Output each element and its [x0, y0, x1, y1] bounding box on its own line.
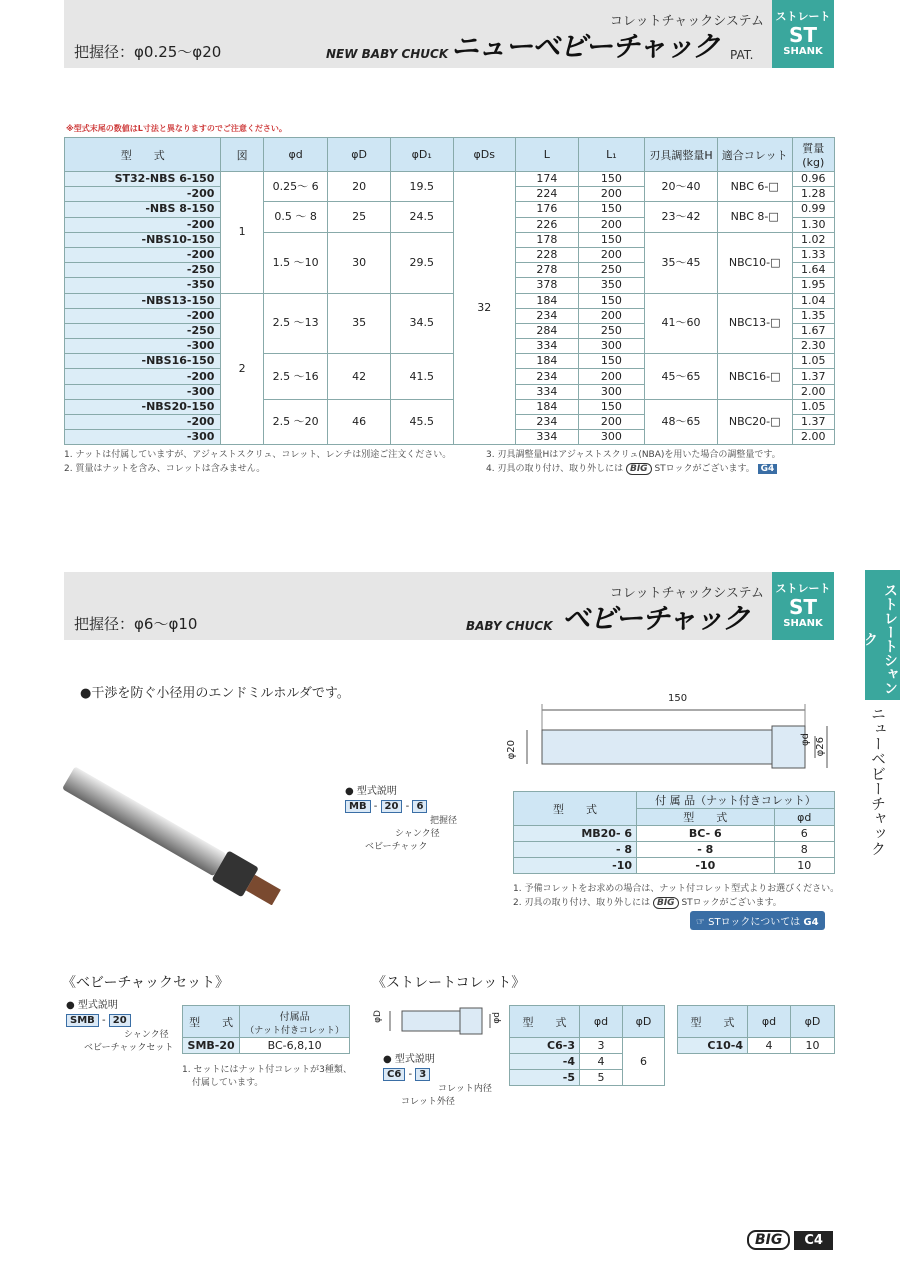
- table-cell: - 8: [637, 842, 775, 858]
- spec-note-4: 4. 刃具の取り付け、取り外しには BIG STロックがございます。 G4: [486, 461, 777, 474]
- table-cell: -NBS13-150: [65, 293, 221, 308]
- table-cell: 150: [578, 232, 645, 247]
- table-cell: 334: [516, 339, 579, 354]
- table-cell: 184: [516, 399, 579, 414]
- collet-explanation: ● 型式説明 C6 - 3 コレット内径 コレット外径: [383, 1054, 492, 1107]
- table-cell: NBC16-□: [717, 354, 792, 400]
- table-cell: 278: [516, 263, 579, 278]
- table-cell: 25: [328, 202, 391, 232]
- table-cell: 2.00: [792, 384, 834, 399]
- table-cell: 178: [516, 232, 579, 247]
- table-cell: NBC10-□: [717, 232, 792, 293]
- table-cell: ST32-NBS 6-150: [65, 172, 221, 187]
- table-cell: -200: [65, 369, 221, 384]
- collet-dim-d: φd: [492, 1012, 502, 1024]
- table-cell: NBC 8-□: [717, 202, 792, 232]
- product-photo: [60, 755, 320, 905]
- table-cell: 48～65: [645, 399, 718, 445]
- mb-explanation: ● 型式説明 MB - 20 - 6 把握径 シャンク径 ベビーチャック: [345, 786, 458, 852]
- table-cell: -200: [65, 217, 221, 232]
- smb-explanation: ● 型式説明 SMB - 20 シャンク径 ベビーチャックセット: [66, 1000, 174, 1053]
- table-row: [65, 202, 835, 217]
- table-cell: 34.5: [390, 293, 453, 354]
- table-row: [514, 842, 835, 858]
- table-cell: 174: [516, 172, 579, 187]
- table-cell: 1.37: [792, 369, 834, 384]
- table-cell: 1: [221, 172, 263, 294]
- table-cell: 5: [580, 1070, 623, 1086]
- table-row: [510, 1038, 665, 1054]
- table-cell: 234: [516, 308, 579, 323]
- table-cell: 200: [578, 415, 645, 430]
- table-cell: -300: [65, 430, 221, 445]
- table-cell: 1.5 ～10: [263, 232, 328, 293]
- shank-badge: ストレート ST SHANK: [772, 0, 834, 68]
- table-cell: 20～40: [645, 172, 718, 202]
- set-note-2: 付属しています。: [192, 1078, 264, 1088]
- table-cell: 3: [580, 1038, 623, 1054]
- table-cell: 8: [774, 842, 834, 858]
- table-cell: 10: [774, 858, 834, 874]
- table-row: [65, 172, 835, 187]
- hand-icon: ☞: [696, 917, 705, 928]
- side-tab: ストレートシャンク: [865, 570, 900, 700]
- table-cell: 1.33: [792, 247, 834, 262]
- table-row: [183, 1038, 350, 1054]
- table-cell: 150: [578, 354, 645, 369]
- product-name-jp: ニューベビーチャック: [451, 30, 720, 63]
- table-cell: -250: [65, 263, 221, 278]
- table-cell: BC- 6: [637, 826, 775, 842]
- table-cell: 2.5 ～13: [263, 293, 328, 354]
- table-cell: 200: [578, 187, 645, 202]
- table-row: [678, 1038, 835, 1054]
- product-name-en: NEW BABY CHUCK: [326, 47, 449, 61]
- set-note-1: 1. セットにはナット付コレットが3種類、: [182, 1065, 352, 1075]
- table-cell: 300: [578, 339, 645, 354]
- table-cell: BC-6,8,10: [240, 1038, 350, 1054]
- product-name-en: BABY CHUCK: [466, 619, 553, 633]
- table-cell: 30: [328, 232, 391, 293]
- table-cell: -10: [637, 858, 775, 874]
- table-cell: 334: [516, 430, 579, 445]
- g4-link[interactable]: G4: [758, 464, 778, 474]
- table-cell: 2: [221, 293, 263, 445]
- table-cell: NBC20-□: [717, 399, 792, 445]
- pat-label: PAT.: [730, 48, 754, 62]
- table-cell: 250: [578, 263, 645, 278]
- table-cell: -5: [510, 1070, 580, 1086]
- table-cell: 45.5: [390, 399, 453, 445]
- table-row: [65, 232, 835, 247]
- table-cell: 0.25～ 6: [263, 172, 328, 202]
- table-cell: 42: [328, 354, 391, 400]
- table-cell: 2.00: [792, 430, 834, 445]
- table-cell: 284: [516, 323, 579, 338]
- table-cell: SMB-20: [183, 1038, 240, 1054]
- table-cell: 0.99: [792, 202, 834, 217]
- table-cell: 250: [578, 323, 645, 338]
- table-cell: 24.5: [390, 202, 453, 232]
- table-cell: 6: [774, 826, 834, 842]
- table-cell: 150: [578, 202, 645, 217]
- table-cell: 4: [580, 1054, 623, 1070]
- table-cell: -300: [65, 384, 221, 399]
- table-cell: -NBS10-150: [65, 232, 221, 247]
- table-cell: 6: [623, 1038, 665, 1086]
- table-cell: 200: [578, 369, 645, 384]
- collet-table-1: 型 式 φd φD C6-3 3 6 -4 4 -5 5: [509, 1005, 665, 1086]
- mb-note-1: 1. 予備コレットをお求めの場合は、ナット付コレット型式よりお選びください。: [513, 884, 840, 894]
- section2-header: [64, 572, 834, 640]
- table-cell: 150: [578, 399, 645, 414]
- table-cell: 29.5: [390, 232, 453, 293]
- table-cell: 176: [516, 202, 579, 217]
- table-cell: 234: [516, 369, 579, 384]
- dim-150: 150: [668, 693, 688, 704]
- grip-range: 把握径：φ6～φ10: [74, 615, 198, 633]
- table-cell: -200: [65, 247, 221, 262]
- table-cell: 200: [578, 217, 645, 232]
- table-cell: 300: [578, 430, 645, 445]
- table-cell: 300: [578, 384, 645, 399]
- table-cell: 1.37: [792, 415, 834, 430]
- table-row: [65, 399, 835, 414]
- collet-title: 《ストレートコレット》: [372, 975, 526, 991]
- table-cell: - 8: [514, 842, 637, 858]
- table-cell: C6-3: [510, 1038, 580, 1054]
- table-cell: 4: [748, 1038, 791, 1054]
- table-cell: 23～42: [645, 202, 718, 232]
- page-footer: [747, 1230, 833, 1250]
- mb-note-2: 2. 刃具の取り付け、取り外しには BIG STロックがございます。: [513, 898, 782, 908]
- mb-table: 型 式 付 属 品（ナット付きコレット） 型 式 φd MB20- 6 BC- 6 6 - 8 - 8 8 -10 -10 10: [513, 791, 835, 874]
- table-cell: 19.5: [390, 172, 453, 202]
- collet-dim-D: φD: [373, 1010, 383, 1023]
- table-cell: -200: [65, 187, 221, 202]
- table-cell: 0.5 ～ 8: [263, 202, 328, 232]
- dim-26: φ26: [815, 737, 826, 757]
- spec-note-1: 1. ナットは付属していますが、アジャストスクリュ、コレット、レンチは別途ご注文ください。: [64, 450, 452, 460]
- table-cell: 2.5 ～20: [263, 399, 328, 445]
- table-cell: 0.96: [792, 172, 834, 187]
- table-cell: -10: [514, 858, 637, 874]
- table-cell: 226: [516, 217, 579, 232]
- spec-note-3: 3. 刃具調整量Hはアジャストスクリュ(NBA)を用いた場合の調整量です。: [486, 450, 781, 460]
- product-name-jp: ベビーチャック: [562, 602, 750, 635]
- big-logo-small: BIG: [626, 463, 652, 475]
- table-cell: 334: [516, 384, 579, 399]
- shank-badge: ストレート ST SHANK: [772, 572, 834, 640]
- table-cell: 350: [578, 278, 645, 293]
- table-cell: 2.30: [792, 339, 834, 354]
- table-cell: -NBS16-150: [65, 354, 221, 369]
- table-cell: 200: [578, 308, 645, 323]
- table-cell: NBC13-□: [717, 293, 792, 354]
- side-text: ニューベビーチャック: [869, 706, 887, 856]
- stlock-link[interactable]: ☞ STロックについては G4: [690, 911, 825, 930]
- section1-header: [64, 0, 834, 68]
- table-cell: 10: [791, 1038, 835, 1054]
- spec-note-2: 2. 質量はナットを含み、コレットは含みません。: [64, 464, 266, 474]
- table-cell: NBC 6-□: [717, 172, 792, 202]
- table-cell: -4: [510, 1054, 580, 1070]
- table-cell: 1.04: [792, 293, 834, 308]
- table-cell: MB20- 6: [514, 826, 637, 842]
- table-cell: 184: [516, 293, 579, 308]
- spec-notice: ※型式末尾の数値はL寸法と異なりますのでご注意ください。: [66, 124, 287, 133]
- table-cell: 1.30: [792, 217, 834, 232]
- table-row: [514, 858, 835, 874]
- table-cell: 1.02: [792, 232, 834, 247]
- table-cell: 1.64: [792, 263, 834, 278]
- table-cell: -300: [65, 339, 221, 354]
- table-cell: 1.05: [792, 399, 834, 414]
- spec-table: [64, 137, 835, 445]
- system-label: コレットチャックシステム: [609, 14, 764, 29]
- table-row: [65, 354, 835, 369]
- system-label: コレットチャックシステム: [609, 586, 764, 601]
- product-description: ●干渉を防ぐ小径用のエンドミルホルダです。: [80, 686, 350, 701]
- table-cell: C10-4: [678, 1038, 748, 1054]
- dim-d: φd: [800, 733, 811, 746]
- table-cell: 2.5 ～16: [263, 354, 328, 400]
- table-cell: 224: [516, 187, 579, 202]
- dim-20: φ20: [506, 740, 517, 760]
- table-cell: -NBS 8-150: [65, 202, 221, 217]
- table-cell: 35: [328, 293, 391, 354]
- table-cell: 1.95: [792, 278, 834, 293]
- table-cell: 32: [453, 172, 516, 445]
- table-cell: -NBS20-150: [65, 399, 221, 414]
- table-cell: 1.67: [792, 323, 834, 338]
- table-cell: 20: [328, 172, 391, 202]
- table-cell: 1.28: [792, 187, 834, 202]
- grip-range: 把握径：φ0.25～φ20: [74, 43, 222, 61]
- table-cell: 378: [516, 278, 579, 293]
- set-title: 《ベビーチャックセット》: [62, 975, 230, 991]
- table-cell: -350: [65, 278, 221, 293]
- table-cell: 184: [516, 354, 579, 369]
- table-cell: 234: [516, 415, 579, 430]
- collet-table-2: 型 式 φd φD C10-4 4 10: [677, 1005, 835, 1054]
- table-cell: -200: [65, 308, 221, 323]
- table-cell: 46: [328, 399, 391, 445]
- table-cell: 150: [578, 172, 645, 187]
- spec-header-row: 型 式 図 φd φD φD₁ φDs L L₁ 刃具調整量H 適合コレット 質量(kg): [65, 138, 835, 172]
- collet-drawing: [380, 1005, 500, 1039]
- table-cell: 45～65: [645, 354, 718, 400]
- table-cell: 228: [516, 247, 579, 262]
- table-cell: 150: [578, 293, 645, 308]
- table-cell: 41.5: [390, 354, 453, 400]
- table-cell: 41～60: [645, 293, 718, 354]
- table-cell: 200: [578, 247, 645, 262]
- big-logo: BIG: [747, 1230, 790, 1250]
- table-row: [514, 826, 835, 842]
- table-cell: -250: [65, 323, 221, 338]
- table-cell: 35～45: [645, 232, 718, 293]
- table-cell: -200: [65, 415, 221, 430]
- set-table: 型 式 付属品 （ナット付きコレット） SMB-20 BC-6,8,10: [182, 1005, 350, 1054]
- table-row: [65, 293, 835, 308]
- table-cell: 1.35: [792, 308, 834, 323]
- table-cell: 1.05: [792, 354, 834, 369]
- page-number: C4: [794, 1231, 833, 1250]
